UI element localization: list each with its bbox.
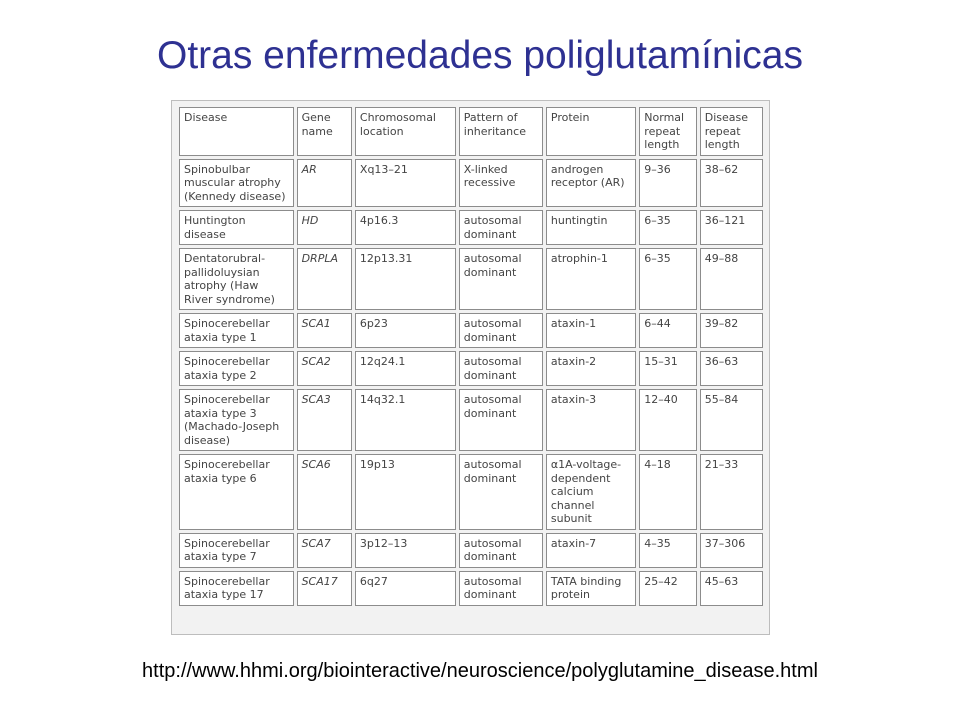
cell-protein: ataxin-3	[546, 389, 636, 451]
cell-inheritance: autosomal dominant	[459, 571, 543, 606]
header-protein: Protein	[546, 107, 636, 156]
table-row	[179, 210, 763, 245]
cell-disease-repeat: 21–33	[700, 454, 763, 530]
table-row	[179, 533, 763, 568]
disease-table-frame	[171, 100, 770, 635]
table-row	[179, 248, 763, 310]
cell-normal-repeat: 9–36	[639, 159, 696, 208]
table-row	[179, 159, 763, 208]
polyglutamine-disease-table	[176, 104, 766, 609]
cell-gene-name: SCA7	[297, 533, 352, 568]
cell-gene-name: SCA1	[297, 313, 352, 348]
table-header-row	[179, 107, 763, 156]
cell-disease-repeat: 37–306	[700, 533, 763, 568]
table-row	[179, 389, 763, 451]
table-row	[179, 454, 763, 530]
cell-disease: Spinobulbar muscular atrophy (Kennedy disease)	[179, 159, 294, 208]
cell-inheritance: autosomal dominant	[459, 351, 543, 386]
cell-normal-repeat: 6–35	[639, 210, 696, 245]
cell-disease: Spinocerebellar ataxia type 6	[179, 454, 294, 530]
cell-gene-name: DRPLA	[297, 248, 352, 310]
cell-normal-repeat: 4–35	[639, 533, 696, 568]
cell-disease-repeat: 55–84	[700, 389, 763, 451]
cell-protein: α1A-voltage-dependent calcium channel subunit	[546, 454, 636, 530]
table-row	[179, 351, 763, 386]
cell-chromosomal-location: 12p13.31	[355, 248, 456, 310]
table-row	[179, 571, 763, 606]
cell-disease: Spinocerebellar ataxia type 1	[179, 313, 294, 348]
cell-chromosomal-location: 6p23	[355, 313, 456, 348]
cell-inheritance: autosomal dominant	[459, 389, 543, 451]
cell-inheritance: autosomal dominant	[459, 248, 543, 310]
cell-protein: atrophin-1	[546, 248, 636, 310]
cell-disease-repeat: 39–82	[700, 313, 763, 348]
header-disease: Disease	[179, 107, 294, 156]
cell-protein: androgen receptor (AR)	[546, 159, 636, 208]
cell-inheritance: autosomal dominant	[459, 533, 543, 568]
cell-normal-repeat: 12–40	[639, 389, 696, 451]
table-row	[179, 313, 763, 348]
source-url: http://www.hhmi.org/biointeractive/neuroscience/polyglutamine_disease.html	[142, 660, 818, 682]
cell-protein: ataxin-1	[546, 313, 636, 348]
header-disease-repeat-length: Disease repeat length	[700, 107, 763, 156]
cell-chromosomal-location: 14q32.1	[355, 389, 456, 451]
cell-inheritance: autosomal dominant	[459, 210, 543, 245]
header-chromosomal-location: Chromosomal location	[355, 107, 456, 156]
cell-disease: Spinocerebellar ataxia type 2	[179, 351, 294, 386]
cell-disease-repeat: 38–62	[700, 159, 763, 208]
cell-disease-repeat: 36–121	[700, 210, 763, 245]
cell-gene-name: HD	[297, 210, 352, 245]
cell-normal-repeat: 15–31	[639, 351, 696, 386]
cell-chromosomal-location: 3p12–13	[355, 533, 456, 568]
header-pattern-of-inheritance: Pattern of inheritance	[459, 107, 543, 156]
slide-title: Otras enfermedades poliglutamínicas	[157, 34, 803, 77]
cell-gene-name: SCA6	[297, 454, 352, 530]
cell-chromosomal-location: Xq13–21	[355, 159, 456, 208]
cell-protein: ataxin-7	[546, 533, 636, 568]
cell-disease-repeat: 36–63	[700, 351, 763, 386]
cell-disease: Spinocerebellar ataxia type 17	[179, 571, 294, 606]
cell-disease: Spinocerebellar ataxia type 3 (Machado-Joseph disease)	[179, 389, 294, 451]
cell-chromosomal-location: 6q27	[355, 571, 456, 606]
cell-inheritance: autosomal dominant	[459, 313, 543, 348]
cell-inheritance: autosomal dominant	[459, 454, 543, 530]
cell-disease-repeat: 45–63	[700, 571, 763, 606]
cell-disease-repeat: 49–88	[700, 248, 763, 310]
header-normal-repeat-length: Normal repeat length	[639, 107, 696, 156]
cell-disease: Dentatorubral-pallidoluysian atrophy (Haw River syndrome)	[179, 248, 294, 310]
cell-gene-name: AR	[297, 159, 352, 208]
cell-normal-repeat: 25–42	[639, 571, 696, 606]
header-gene-name: Gene name	[297, 107, 352, 156]
cell-gene-name: SCA3	[297, 389, 352, 451]
cell-normal-repeat: 6–35	[639, 248, 696, 310]
cell-gene-name: SCA2	[297, 351, 352, 386]
cell-normal-repeat: 4–18	[639, 454, 696, 530]
cell-chromosomal-location: 12q24.1	[355, 351, 456, 386]
cell-inheritance: X-linked recessive	[459, 159, 543, 208]
cell-chromosomal-location: 4p16.3	[355, 210, 456, 245]
cell-protein: TATA binding protein	[546, 571, 636, 606]
cell-normal-repeat: 6–44	[639, 313, 696, 348]
cell-chromosomal-location: 19p13	[355, 454, 456, 530]
cell-disease: Spinocerebellar ataxia type 7	[179, 533, 294, 568]
cell-disease: Huntington disease	[179, 210, 294, 245]
cell-protein: ataxin-2	[546, 351, 636, 386]
cell-gene-name: SCA17	[297, 571, 352, 606]
cell-protein: huntingtin	[546, 210, 636, 245]
